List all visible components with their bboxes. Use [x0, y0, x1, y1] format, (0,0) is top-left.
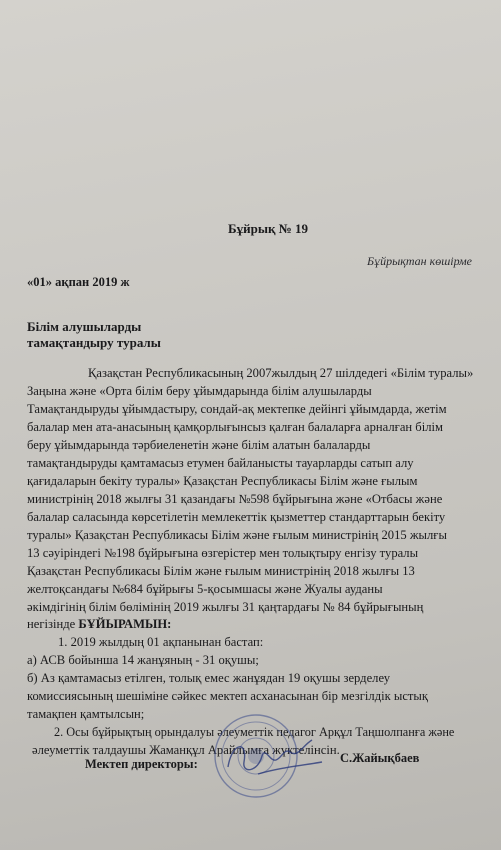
body-line: желтоқсандағы №684 бұйрығы 5-қосымшасы және Жуалы ауданы — [27, 582, 383, 596]
body-line: министрінің 2018 жылғы 31 қазандағы №598 бұйрығына және «Отбасы және — [27, 492, 443, 506]
subject-line: Білім алушыларды — [27, 319, 142, 334]
body-line: әкімдігінің білім бөлімінің 2019 жылғы 31 қаңтардағы № 84 бұйрығының — [27, 600, 424, 614]
basis-line — [27, 618, 171, 631]
item-line: б) Аз қамтамасыз етілген, толық емес жанұядан 19 оқушы зерделеу — [27, 671, 391, 685]
body-line: Тамақтандыруды ұйымдастыру, сондай-ақ мектепке дейінгі ұйымдарда, жетім — [27, 402, 447, 416]
basis-prefix: негізінде — [27, 617, 79, 631]
body-line: Қазақстан Республикасының 2007жылдың 27 шілдедегі «Білім туралы» — [88, 366, 474, 380]
body-line: қағидаларын бекіту туралы» Қазақстан Республикасы Білім және ғылым — [27, 474, 418, 488]
body-line: Қазақстан Республикасы Білім және ғылым министрінің 2018 жылғы 13 — [27, 564, 415, 578]
item-line: комиссиясының шешіміне сәйкес мектеп асханасынан бір мезгілдік ыстық — [27, 689, 429, 703]
signature-icon — [218, 722, 328, 792]
item-line: тамақпен қамтылсын; — [27, 707, 145, 721]
body-line: туралы» Қазақстан Республикасы Білім және ғылым министрінің 2015 жылғы — [27, 528, 447, 542]
order-title: Бұйрық № 19 — [228, 221, 309, 236]
body-line: балалар мен ата-анасының қамқорлығынсыз қалған балаларға арналған білім — [27, 420, 443, 434]
signatory-name: С.Жайықбаев — [340, 751, 420, 765]
body-line: 13 сәуіріндегі №198 бұйрығына өзгерістер мен толықтыру енгізу туралы — [27, 546, 419, 560]
order-command: БҰЙЫРАМЫН: — [78, 617, 172, 631]
body-line: тамақтандыруды қамтамасыз етумен байланысты тауарларды сатып алу — [27, 456, 414, 470]
body-line: балалар саласында көрсетілетін мемлекеттік қызметтер стандарттарын бекіту — [27, 510, 446, 524]
body-line: Заңына және «Орта білім беру ұйымдарында білім алушыларды — [27, 384, 372, 398]
item-line: 2. Осы бұйрықтың орындалуы әлеуметтік педагог Арқұл Таңшолпанға және — [54, 725, 455, 739]
body-line: беру ұйымдарында тәрбиеленетін және білім алатын балаларды — [27, 438, 371, 452]
item-line: 1. 2019 жылдың 01 ақпанынан бастап: — [58, 635, 264, 649]
copy-note: Бұйрықтан көшірме — [367, 254, 472, 268]
subject-line: тамақтандыру туралы — [27, 335, 161, 350]
order-date: «01» ақпан 2019 ж — [27, 275, 130, 289]
signatory-title: Мектеп директоры: — [85, 757, 198, 771]
item-line: а) АСВ бойынша 14 жанұяның - 31 оқушы; — [27, 653, 259, 667]
item-line: әлеуметтік талдаушы Жаманқұл Арайлымға жүктелінсін. — [32, 743, 340, 757]
